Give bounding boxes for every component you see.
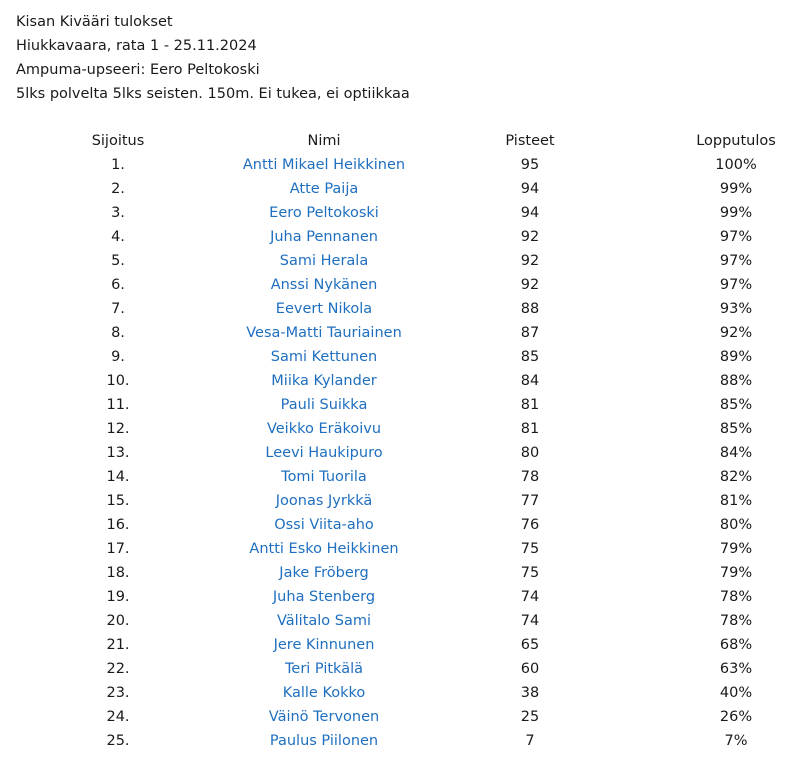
- result-percent-cell: 84%: [719, 445, 753, 461]
- competitor-name-link[interactable]: Anssi Nykänen: [270, 277, 378, 293]
- competitor-name-link[interactable]: Miika Kylander: [271, 373, 377, 389]
- result-percent-cell: 97%: [719, 229, 753, 245]
- results-table: [0, 129, 794, 753]
- rank-cell: 13.: [106, 445, 130, 461]
- competitor-name-link[interactable]: Juha Pennanen: [270, 229, 378, 245]
- result-percent-cell: 80%: [719, 517, 753, 533]
- table-row: [0, 681, 794, 705]
- score-cell: 81: [520, 421, 540, 437]
- rank-cell: 23.: [106, 685, 130, 701]
- rank-cell: 15.: [106, 493, 130, 509]
- rank-cell: 1.: [111, 157, 125, 173]
- competitor-name-link[interactable]: Jere Kinnunen: [273, 637, 375, 653]
- score-cell: 92: [520, 253, 540, 269]
- score-cell: 38: [520, 685, 540, 701]
- table-row: [0, 273, 794, 297]
- score-cell: 77: [520, 493, 540, 509]
- score-cell: 78: [520, 469, 540, 485]
- rank-cell: 21.: [106, 637, 130, 653]
- result-percent-cell: 79%: [719, 541, 753, 557]
- competitor-name-link[interactable]: Leevi Haukipuro: [265, 445, 383, 461]
- result-percent-cell: 97%: [719, 277, 753, 293]
- table-header-row: [0, 129, 794, 153]
- competitor-name-link[interactable]: Eero Peltokoski: [269, 205, 379, 221]
- score-cell: 75: [520, 541, 540, 557]
- competitor-name-link[interactable]: Kalle Kokko: [282, 685, 366, 701]
- competitor-name-link[interactable]: Joonas Jyrkkä: [275, 493, 373, 509]
- column-header-result: Lopputulos: [696, 133, 776, 149]
- column-header-rank: Sijoitus: [91, 133, 145, 149]
- result-percent-cell: 99%: [719, 205, 753, 221]
- result-percent-cell: 97%: [719, 253, 753, 269]
- result-percent-cell: 85%: [719, 397, 753, 413]
- score-cell: 75: [520, 565, 540, 581]
- result-percent-cell: 92%: [719, 325, 753, 341]
- score-cell: 94: [520, 205, 540, 221]
- table-row: [0, 633, 794, 657]
- result-percent-cell: 85%: [719, 421, 753, 437]
- table-row: [0, 153, 794, 177]
- score-cell: 80: [520, 445, 540, 461]
- score-cell: 76: [520, 517, 540, 533]
- table-row: [0, 393, 794, 417]
- rank-cell: 2.: [111, 181, 125, 197]
- table-row: [0, 729, 794, 753]
- result-percent-cell: 78%: [719, 613, 753, 629]
- table-row: [0, 369, 794, 393]
- table-row: [0, 513, 794, 537]
- score-cell: 60: [520, 661, 540, 677]
- result-percent-cell: 93%: [719, 301, 753, 317]
- rank-cell: 10.: [106, 373, 130, 389]
- competitor-name-link[interactable]: Eevert Nikola: [275, 301, 373, 317]
- score-cell: 81: [520, 397, 540, 413]
- rank-cell: 14.: [106, 469, 130, 485]
- competitor-name-link[interactable]: Atte Paija: [289, 181, 359, 197]
- rank-cell: 24.: [106, 709, 130, 725]
- score-cell: 84: [520, 373, 540, 389]
- result-percent-cell: 79%: [719, 565, 753, 581]
- range-officer: Ampuma-upseeri: Eero Peltokoski: [16, 62, 260, 78]
- column-header-score: Pisteet: [505, 133, 555, 149]
- table-row: [0, 537, 794, 561]
- competitor-name-link[interactable]: Sami Herala: [279, 253, 369, 269]
- result-percent-cell: 81%: [719, 493, 753, 509]
- competitor-name-link[interactable]: Väinö Tervonen: [268, 709, 380, 725]
- rank-cell: 3.: [111, 205, 125, 221]
- result-percent-cell: 89%: [719, 349, 753, 365]
- result-percent-cell: 78%: [719, 589, 753, 605]
- table-row: [0, 705, 794, 729]
- competitor-name-link[interactable]: Vesa-Matti Tauriainen: [246, 325, 402, 341]
- score-cell: 85: [520, 349, 540, 365]
- table-row: [0, 585, 794, 609]
- table-row: [0, 225, 794, 249]
- rank-cell: 9.: [111, 349, 125, 365]
- table-row: [0, 441, 794, 465]
- table-row: [0, 249, 794, 273]
- column-header-name: Nimi: [307, 133, 341, 149]
- table-row: [0, 297, 794, 321]
- rank-cell: 22.: [106, 661, 130, 677]
- table-row: [0, 321, 794, 345]
- document-title: Kisan Kivääri tulokset: [16, 14, 173, 30]
- score-cell: 7: [525, 733, 535, 749]
- rank-cell: 12.: [106, 421, 130, 437]
- score-cell: 95: [520, 157, 540, 173]
- score-cell: 87: [520, 325, 540, 341]
- rank-cell: 16.: [106, 517, 130, 533]
- rank-cell: 4.: [111, 229, 125, 245]
- result-percent-cell: 88%: [719, 373, 753, 389]
- score-cell: 25: [520, 709, 540, 725]
- score-cell: 88: [520, 301, 540, 317]
- result-percent-cell: 99%: [719, 181, 753, 197]
- result-percent-cell: 7%: [724, 733, 748, 749]
- table-row: [0, 561, 794, 585]
- event-location-date: Hiukkavaara, rata 1 - 25.11.2024: [16, 38, 257, 54]
- competitor-name-link[interactable]: Paulus Piilonen: [269, 733, 379, 749]
- rank-cell: 17.: [106, 541, 130, 557]
- competitor-name-link[interactable]: Antti Esko Heikkinen: [249, 541, 399, 557]
- table-row: [0, 417, 794, 441]
- table-row: [0, 489, 794, 513]
- competitor-name-link[interactable]: Välitalo Sami: [276, 613, 372, 629]
- score-cell: 65: [520, 637, 540, 653]
- score-cell: 94: [520, 181, 540, 197]
- rank-cell: 11.: [106, 397, 130, 413]
- competitor-name-link[interactable]: Antti Mikael Heikkinen: [242, 157, 406, 173]
- rank-cell: 7.: [111, 301, 125, 317]
- event-description: 5lks polvelta 5lks seisten. 150m. Ei tukea, ei optiikkaa: [16, 86, 410, 102]
- competitor-name-link[interactable]: Ossi Viita-aho: [274, 517, 374, 533]
- competitor-name-link[interactable]: Pauli Suikka: [280, 397, 368, 413]
- rank-cell: 5.: [111, 253, 125, 269]
- result-percent-cell: 63%: [719, 661, 753, 677]
- score-cell: 74: [520, 613, 540, 629]
- rank-cell: 18.: [106, 565, 130, 581]
- score-cell: 92: [520, 277, 540, 293]
- result-percent-cell: 40%: [719, 685, 753, 701]
- score-cell: 92: [520, 229, 540, 245]
- competitor-name-link[interactable]: Juha Stenberg: [272, 589, 376, 605]
- table-row: [0, 657, 794, 681]
- score-cell: 74: [520, 589, 540, 605]
- table-row: [0, 201, 794, 225]
- result-percent-cell: 100%: [715, 157, 757, 173]
- competitor-name-link[interactable]: Veikko Eräkoivu: [266, 421, 382, 437]
- rank-cell: 19.: [106, 589, 130, 605]
- competitor-name-link[interactable]: Tomi Tuorila: [281, 469, 367, 485]
- result-percent-cell: 82%: [719, 469, 753, 485]
- rank-cell: 8.: [111, 325, 125, 341]
- rank-cell: 6.: [111, 277, 125, 293]
- table-row: [0, 465, 794, 489]
- document-header: [16, 10, 410, 106]
- competitor-name-link[interactable]: Jake Fröberg: [279, 565, 369, 581]
- competitor-name-link[interactable]: Teri Pitkälä: [285, 661, 363, 677]
- result-percent-cell: 26%: [719, 709, 753, 725]
- table-row: [0, 177, 794, 201]
- competitor-name-link[interactable]: Sami Kettunen: [270, 349, 378, 365]
- table-row: [0, 609, 794, 633]
- table-row: [0, 345, 794, 369]
- result-percent-cell: 68%: [719, 637, 753, 653]
- rank-cell: 25.: [106, 733, 130, 749]
- rank-cell: 20.: [106, 613, 130, 629]
